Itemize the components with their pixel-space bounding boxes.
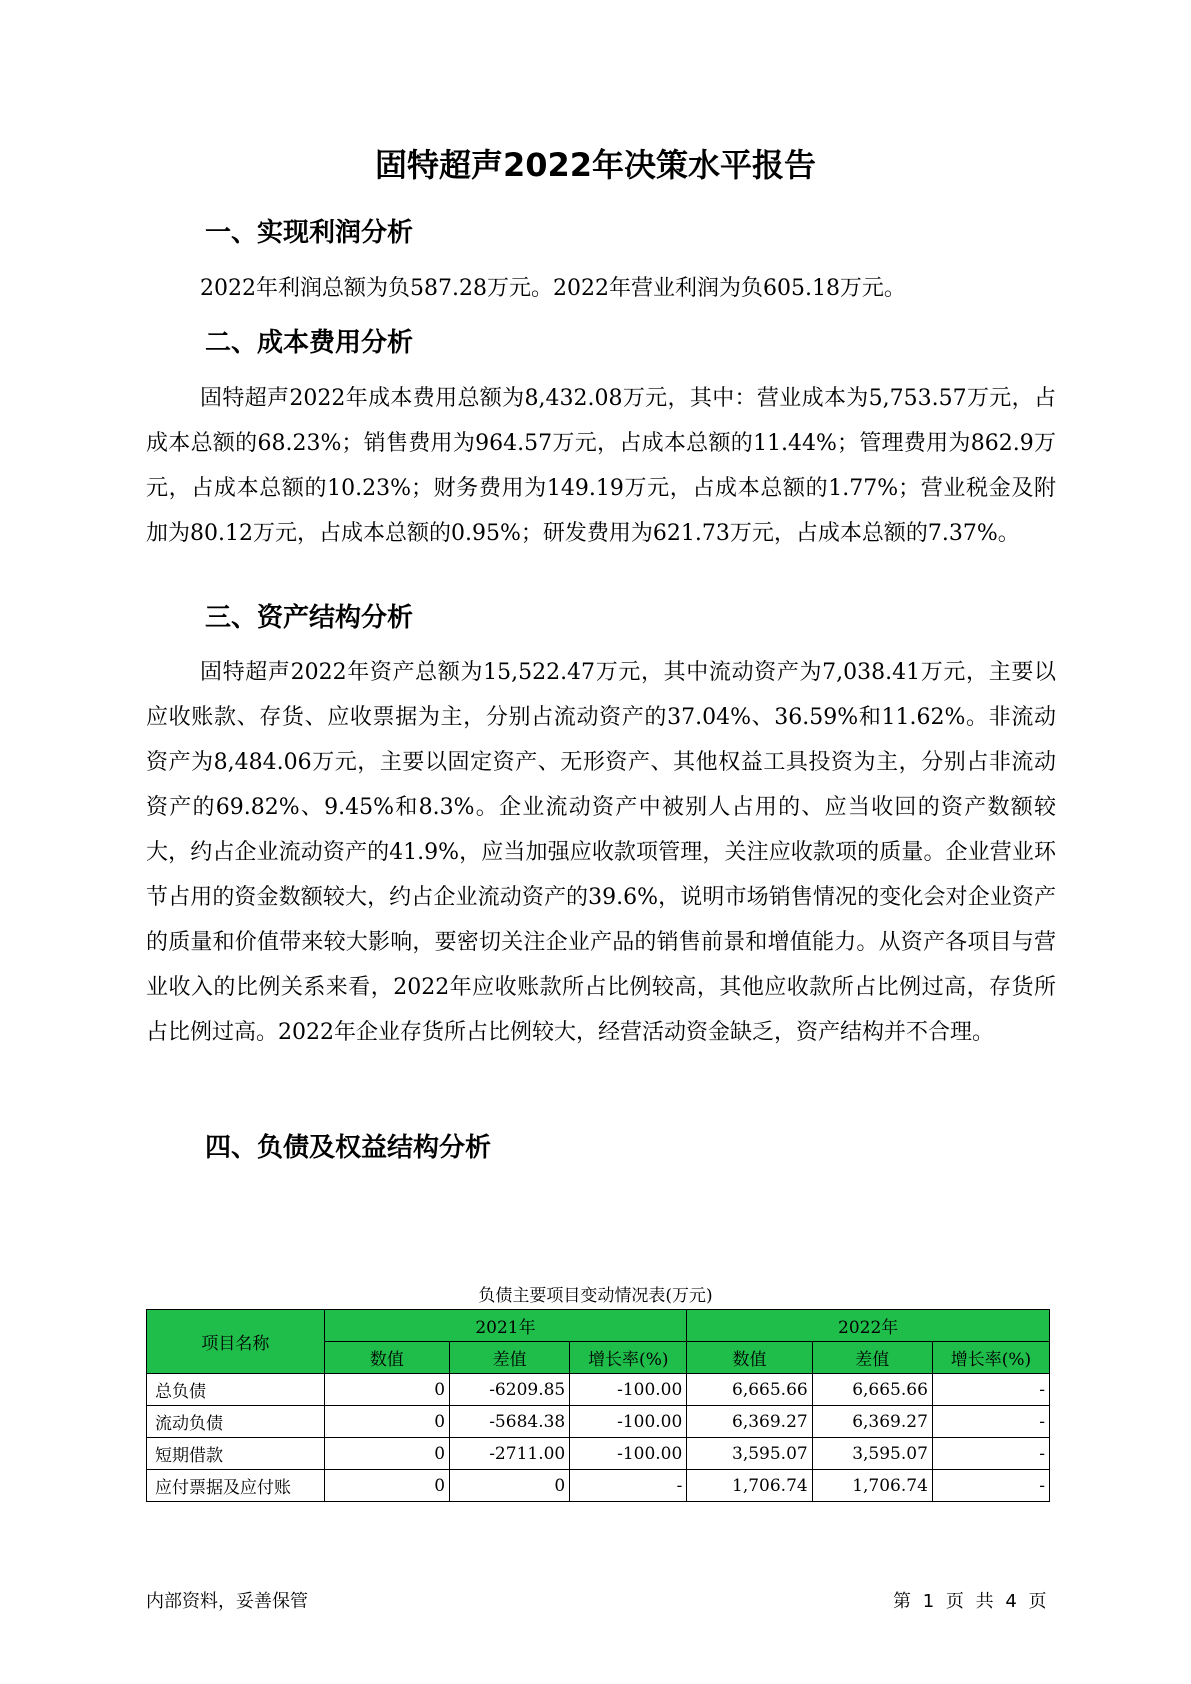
- cell: 3,595.07: [812, 1438, 932, 1470]
- header-year-2021: 2021年: [324, 1310, 687, 1342]
- table-row: [147, 1470, 1050, 1502]
- header-growth: 增长率(%): [932, 1342, 1049, 1374]
- cell: -100.00: [570, 1374, 687, 1406]
- section-heading-cost: 二、成本费用分析: [205, 328, 414, 358]
- table-row: [147, 1406, 1050, 1438]
- cell: 6,665.66: [812, 1374, 932, 1406]
- header-value: 数值: [687, 1342, 812, 1374]
- cell: -: [932, 1374, 1049, 1406]
- cell: -5684.38: [450, 1406, 570, 1438]
- cell: 0: [324, 1374, 449, 1406]
- section-heading-liabilities: 四、负债及权益结构分析: [205, 1133, 492, 1163]
- section-heading-profit: 一、实现利润分析: [205, 218, 414, 248]
- header-growth: 增长率(%): [570, 1342, 687, 1374]
- cell: 0: [324, 1406, 449, 1438]
- cell: -100.00: [570, 1438, 687, 1470]
- cell: 1,706.74: [687, 1470, 812, 1502]
- row-name: 总负债: [147, 1374, 325, 1406]
- table-caption: 负债主要项目变动情况表(万元): [478, 1286, 713, 1306]
- cell: -: [570, 1470, 687, 1502]
- cell: 1,706.74: [812, 1470, 932, 1502]
- header-value: 数值: [324, 1342, 449, 1374]
- cell: -100.00: [570, 1406, 687, 1438]
- section-text-cost: 固特超声2022年成本费用总额为8,432.08万元，其中：营业成本为5,753.57万元，占成本总额的68.23%；销售费用为964.57万元，占成本总额的11.44%；管理费用为862.9万元，占成本总额的10.23%；财务费用为149.19万元，占成本总额的1.77%；营业税金及附加为80.12万元，占成本总额的0.95%；研发费用为621.73万元，占成本总额的7.37%。: [146, 386, 1056, 546]
- table-row: [147, 1438, 1050, 1470]
- row-name: 短期借款: [147, 1438, 325, 1470]
- row-name: 应付票据及应付账: [147, 1470, 325, 1502]
- footer-confidential-note: 内部资料，妥善保管: [146, 1591, 308, 1612]
- cell: 6,665.66: [687, 1374, 812, 1406]
- section-text-assets: 固特超声2022年资产总额为15,522.47万元，其中流动资产为7,038.41万元，主要以应收账款、存货、应收票据为主，分别占流动资产的37.04%、36.59%和11.62%。非流动资产为8,484.06万元，主要以固定资产、无形资产、其他权益工具投资为主，分别占非流动资产的69.82%、9.45%和8.3%。企业流动资产中被别人占用的、应当收回的资产数额较大，约占企业流动资产的41.9%，应当加强应收款项管理，关注应收款项的质量。企业营业环节占用的资金数额较大，约占企业流动资产的39.6%，说明市场销售情况的变化会对企业资产的质量和价值带来较大影响，要密切关注企业产品的销售前景和增值能力。从资产各项目与营业收入的比例关系来看，2022年应收账款所占比例较高，其他应收款所占比例过高，存货所占比例过高。2022年企业存货所占比例较大，经营活动资金缺乏，资产结构并不合理。: [146, 660, 1056, 1045]
- cell: 0: [324, 1470, 449, 1502]
- cell: 0: [324, 1438, 449, 1470]
- cell: 0: [450, 1470, 570, 1502]
- cell: -: [932, 1470, 1049, 1502]
- cell: -2711.00: [450, 1438, 570, 1470]
- section-text-profit: 2022年利润总额为负587.28万元。2022年营业利润为负605.18万元。: [200, 276, 906, 301]
- report-title: 固特超声2022年决策水平报告: [374, 146, 817, 184]
- cell: 6,369.27: [687, 1406, 812, 1438]
- cell: 6,369.27: [812, 1406, 932, 1438]
- header-diff: 差值: [812, 1342, 932, 1374]
- liabilities-table: [146, 1309, 1050, 1502]
- table-row: [147, 1374, 1050, 1406]
- cell: -: [932, 1438, 1049, 1470]
- cell: 3,595.07: [687, 1438, 812, 1470]
- header-year-2022: 2022年: [687, 1310, 1050, 1342]
- section-heading-assets: 三、资产结构分析: [205, 603, 414, 633]
- cell: -: [932, 1406, 1049, 1438]
- row-name: 流动负债: [147, 1406, 325, 1438]
- page-number: 第 1 页 共 4 页: [893, 1591, 1047, 1612]
- cell: -6209.85: [450, 1374, 570, 1406]
- header-diff: 差值: [450, 1342, 570, 1374]
- header-item-name: 项目名称: [147, 1310, 325, 1374]
